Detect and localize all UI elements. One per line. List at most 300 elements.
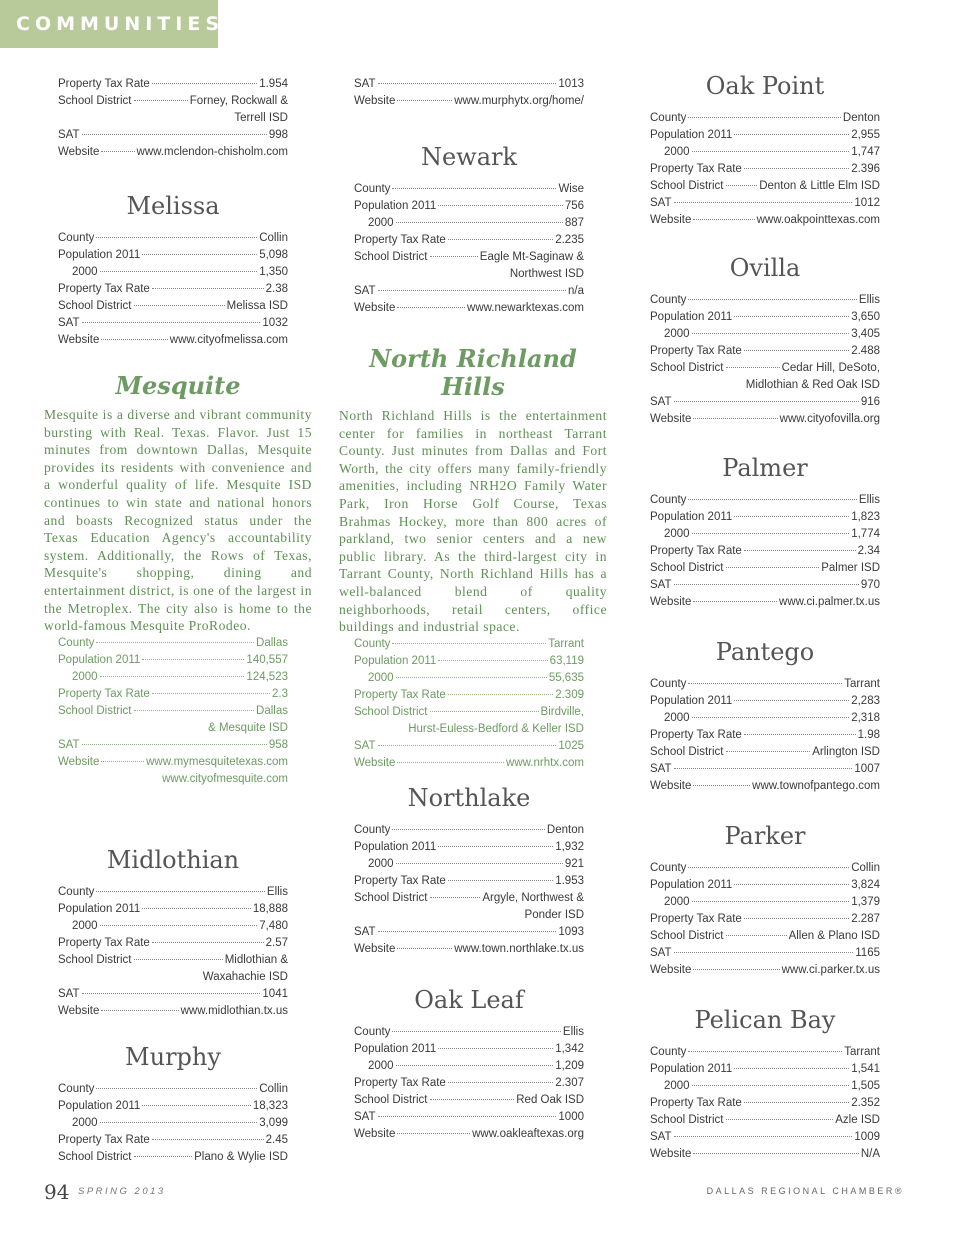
dot-leader <box>134 100 188 101</box>
stat-label: SAT <box>354 1111 376 1123</box>
city-title: North Richland Hills <box>369 344 577 401</box>
stat-label: Population 2011 <box>650 311 733 323</box>
city-title: Mesquite <box>115 371 241 400</box>
stat-label: School District <box>650 930 724 942</box>
stat-row <box>58 1081 288 1098</box>
dot-leader <box>378 745 557 746</box>
stats-list <box>354 636 584 772</box>
stat-row <box>650 928 880 945</box>
stat-row <box>58 247 288 264</box>
dot-leader <box>392 829 544 830</box>
dot-leader <box>82 993 261 994</box>
dot-leader <box>438 205 563 206</box>
dot-leader <box>392 188 556 189</box>
stat-row <box>354 636 584 653</box>
stat-row <box>58 127 288 144</box>
stats-list <box>58 230 288 349</box>
stat-label: 2000 <box>664 146 690 158</box>
dot-leader <box>378 931 557 932</box>
stat-label: Property Tax Rate <box>354 875 446 887</box>
dot-leader <box>734 700 849 701</box>
stat-label: Property Tax Rate <box>650 345 742 357</box>
stat-row <box>58 298 288 315</box>
city-oak-point <box>650 72 880 229</box>
stat-value: 1,823 <box>851 511 880 523</box>
stat-label: County <box>354 183 391 195</box>
stat-row <box>58 686 288 703</box>
stat-label: Property Tax Rate <box>354 1077 446 1089</box>
section-tab <box>0 0 225 48</box>
city-title: Melissa <box>126 192 220 220</box>
stat-row <box>354 1041 584 1058</box>
dot-leader <box>688 499 856 500</box>
stat-row <box>650 744 880 761</box>
dot-leader <box>378 290 566 291</box>
mclendon-stats <box>58 76 288 161</box>
stat-value: 1,209 <box>555 1060 584 1072</box>
stat-value: Tarrant <box>548 637 584 650</box>
stat-value: Ellis <box>562 1026 584 1038</box>
stat-label: Website <box>650 596 692 608</box>
dot-leader <box>693 969 779 970</box>
dot-leader <box>693 418 777 419</box>
stat-value: Birdville, <box>540 705 584 718</box>
dot-leader <box>96 237 257 238</box>
stat-label: Population 2011 <box>354 200 437 212</box>
dot-leader <box>674 401 859 402</box>
dot-leader <box>744 168 849 169</box>
stat-label: Property Tax Rate <box>58 937 150 949</box>
stat-label: Population 2011 <box>58 249 141 261</box>
stat-row <box>650 394 880 411</box>
stat-row <box>354 198 584 215</box>
stat-label: 2000 <box>664 1080 690 1092</box>
stat-value: Ellis <box>266 886 288 898</box>
stat-label: Population 2011 <box>58 903 141 915</box>
dot-leader <box>734 516 849 517</box>
stat-value: Cedar Hill, DeSoto, <box>781 362 880 374</box>
stat-value: Red Oak ISD <box>516 1094 584 1106</box>
city-pantego <box>650 638 880 795</box>
stat-label: Website <box>58 1005 100 1017</box>
dot-leader <box>438 846 553 847</box>
dot-leader <box>134 305 225 306</box>
stat-value: www.nrhtx.com <box>506 756 584 769</box>
dot-leader <box>726 935 787 936</box>
stat-value: 1165 <box>855 947 880 959</box>
stat-row <box>58 93 288 110</box>
stat-row <box>650 178 880 195</box>
stat-row <box>354 1092 584 1109</box>
stat-label: 2000 <box>72 920 98 932</box>
stat-label: Population 2011 <box>58 653 141 666</box>
dot-leader <box>396 677 547 678</box>
issue-season: SPRING 2013 <box>78 1186 166 1197</box>
city-title: Newark <box>420 143 518 171</box>
stat-value: 2.309 <box>555 688 584 701</box>
stat-row <box>650 693 880 710</box>
dot-leader <box>726 1119 834 1120</box>
stat-value: 3,824 <box>851 879 880 891</box>
stat-value: 1,342 <box>555 1043 584 1055</box>
dot-leader <box>101 339 167 340</box>
dot-leader <box>101 151 134 152</box>
stat-label: School District <box>58 954 132 966</box>
stat-value: 1.954 <box>259 78 288 90</box>
section-title: COMMUNITIES <box>16 13 225 35</box>
stat-row <box>650 509 880 526</box>
dot-leader <box>448 694 553 695</box>
dot-leader <box>142 908 251 909</box>
stat-label: SAT <box>354 926 376 938</box>
city-oak-leaf <box>354 986 584 1143</box>
page-number: 94 <box>44 1180 70 1204</box>
stat-label: Property Tax Rate <box>650 729 742 741</box>
stat-label: County <box>58 1083 95 1095</box>
stat-label: SAT <box>354 78 376 90</box>
city-title: Palmer <box>722 454 808 482</box>
dot-leader <box>96 1088 257 1089</box>
stat-row <box>354 653 584 670</box>
stat-value: www.ci.parker.tx.us <box>781 964 880 976</box>
stat-value: 970 <box>860 579 880 591</box>
dot-leader <box>448 880 553 881</box>
stat-label: County <box>650 862 687 874</box>
stat-label: School District <box>58 95 132 107</box>
stat-value: www.oakleaftexas.org <box>472 1128 584 1140</box>
stat-label: Website <box>354 1128 396 1140</box>
dot-leader <box>430 711 539 712</box>
stat-row <box>354 232 584 249</box>
stat-label: Website <box>650 413 692 425</box>
stat-row <box>650 411 880 428</box>
city-title: Pelican Bay <box>694 1006 836 1034</box>
stat-value: 1009 <box>854 1131 880 1143</box>
dot-leader <box>688 117 840 118</box>
stat-label: County <box>650 294 687 306</box>
stat-row <box>650 1078 880 1095</box>
stat-row <box>354 687 584 704</box>
stat-row <box>354 300 584 317</box>
stat-value-continued: Hurst-Euless-Bedford & Keller ISD <box>408 722 584 735</box>
stat-value: 63,119 <box>549 654 584 667</box>
dot-leader <box>100 271 258 272</box>
stat-label: Property Tax Rate <box>650 163 742 175</box>
dot-leader <box>726 367 780 368</box>
stats-list <box>650 676 880 795</box>
stat-value: www.cityofmelissa.com <box>169 334 288 346</box>
dot-leader <box>674 768 853 769</box>
dot-leader <box>692 151 850 152</box>
stat-value: 1.98 <box>857 729 880 741</box>
stat-label: Property Tax Rate <box>650 913 742 925</box>
stat-row <box>650 577 880 594</box>
city-title: Oak Leaf <box>414 986 524 1014</box>
stat-label: Population 2011 <box>354 654 437 667</box>
stat-value: N/A <box>860 1148 880 1160</box>
publisher-name: DALLAS REGIONAL CHAMBER® <box>706 1186 904 1196</box>
stat-label: SAT <box>58 988 80 1000</box>
stat-label: SAT <box>650 197 672 209</box>
stat-row <box>354 1075 584 1092</box>
stat-row <box>354 941 584 958</box>
stat-value-continued: www.cityofmesquite.com <box>162 772 288 785</box>
stat-value: 2.396 <box>851 163 880 175</box>
dot-leader <box>397 762 504 763</box>
stat-row <box>58 635 288 652</box>
stat-label: Property Tax Rate <box>58 283 150 295</box>
stat-row <box>650 560 880 577</box>
stat-row <box>650 144 880 161</box>
stat-label: County <box>650 678 687 690</box>
dot-leader <box>744 550 856 551</box>
stat-label: County <box>58 636 95 649</box>
city-midlothian <box>58 846 288 1020</box>
dot-leader <box>100 1122 258 1123</box>
stat-value: Tarrant <box>844 678 880 690</box>
stat-value: 1,350 <box>259 266 288 278</box>
stat-value: 1007 <box>854 763 880 775</box>
stat-value: Arlington ISD <box>812 746 880 758</box>
stat-value: www.midlothian.tx.us <box>180 1005 288 1017</box>
stat-label: Population 2011 <box>650 695 733 707</box>
stat-label: Population 2011 <box>650 511 733 523</box>
stats-list <box>354 822 584 958</box>
stat-value: Azle ISD <box>835 1114 880 1126</box>
stat-label: School District <box>650 1114 724 1126</box>
stat-value-continued: & Mesquite ISD <box>208 721 288 734</box>
stat-value: 2.57 <box>265 937 288 949</box>
stat-value: Denton & Little Elm ISD <box>759 180 880 192</box>
stat-row <box>58 76 288 93</box>
stat-label: School District <box>354 251 428 263</box>
dot-leader <box>744 1102 849 1103</box>
city-title: Midlothian <box>106 846 240 874</box>
stat-label: Website <box>650 214 692 226</box>
stat-value: 2.287 <box>851 913 880 925</box>
stat-row <box>354 1109 584 1126</box>
dot-leader <box>448 1082 553 1083</box>
dot-leader <box>392 1031 560 1032</box>
dot-leader <box>744 734 856 735</box>
dot-leader <box>152 942 264 943</box>
dot-leader <box>396 863 563 864</box>
stat-label: 2000 <box>368 858 394 870</box>
stat-row <box>650 1044 880 1061</box>
stat-value: 2,955 <box>851 129 880 141</box>
stat-value: 1000 <box>558 1111 584 1123</box>
stat-label: Property Tax Rate <box>650 545 742 557</box>
stat-label: Population 2011 <box>650 129 733 141</box>
stat-row <box>650 710 880 727</box>
stat-value: 18,323 <box>252 1100 288 1112</box>
stat-label: Population 2011 <box>354 1043 437 1055</box>
stat-row <box>354 249 584 266</box>
stat-value-continued: Waxahachie ISD <box>202 971 288 983</box>
stat-label: Website <box>650 780 692 792</box>
stat-row <box>58 952 288 969</box>
stat-row <box>650 1112 880 1129</box>
dot-leader <box>693 219 754 220</box>
stats-list <box>650 1044 880 1163</box>
city-title: Oak Point <box>705 72 825 100</box>
stat-label: County <box>354 637 391 650</box>
dot-leader <box>430 1099 515 1100</box>
stat-value: 1.953 <box>555 875 584 887</box>
stat-value: 1,541 <box>851 1063 880 1075</box>
dot-leader <box>693 785 750 786</box>
dot-leader <box>734 1068 849 1069</box>
stat-value: Melissa ISD <box>226 300 288 312</box>
stat-label: Property Tax Rate <box>58 78 150 90</box>
stat-value: 3,405 <box>851 328 880 340</box>
dot-leader <box>688 299 856 300</box>
stat-label: Website <box>58 755 100 768</box>
dot-leader <box>142 659 244 660</box>
dot-leader <box>378 1116 557 1117</box>
dot-leader <box>96 642 254 643</box>
dot-leader <box>152 693 270 694</box>
dot-leader <box>726 751 811 752</box>
dot-leader <box>82 744 267 745</box>
stat-label: SAT <box>650 396 672 408</box>
stat-value: 3,099 <box>259 1117 288 1129</box>
stat-value: n/a <box>568 285 584 297</box>
stat-row <box>650 594 880 611</box>
stat-row <box>650 195 880 212</box>
stat-row <box>354 215 584 232</box>
stats-list <box>650 110 880 229</box>
dot-leader <box>744 350 849 351</box>
stat-value: 1,379 <box>851 896 880 908</box>
dot-leader <box>82 134 267 135</box>
stat-label: Property Tax Rate <box>354 688 446 701</box>
stat-row <box>354 181 584 198</box>
dot-leader <box>101 761 144 762</box>
stat-value: Argyle, Northwest & <box>482 892 584 904</box>
city-title: Pantego <box>715 638 815 666</box>
stat-row <box>354 839 584 856</box>
stat-value: 124,523 <box>246 670 288 683</box>
stat-row <box>354 283 584 300</box>
stat-value: www.ci.palmer.tx.us <box>779 596 880 608</box>
stat-row <box>650 212 880 229</box>
stat-value: 2.235 <box>555 234 584 246</box>
dot-leader <box>152 288 264 289</box>
dot-leader <box>397 100 452 101</box>
stat-value: www.oakpointtexas.com <box>756 214 880 226</box>
city-newark <box>354 143 584 317</box>
stat-label: School District <box>58 704 132 717</box>
stat-row <box>650 526 880 543</box>
dot-leader <box>392 643 546 644</box>
stat-value: 2.3 <box>272 687 288 700</box>
stat-value: 3,650 <box>851 311 880 323</box>
stat-value: 1012 <box>854 197 880 209</box>
city-title: Ovilla <box>729 254 801 282</box>
stat-value: Midlothian & <box>224 954 288 966</box>
stats-list <box>354 181 584 317</box>
stat-value: Forney, Rockwall & <box>189 95 288 107</box>
city-melissa <box>58 192 288 349</box>
stat-value: 5,098 <box>259 249 288 261</box>
stat-row <box>58 1149 288 1166</box>
stat-value: 1,932 <box>555 841 584 853</box>
stat-row <box>650 161 880 178</box>
dot-leader <box>134 710 255 711</box>
stat-value: 1,774 <box>851 528 880 540</box>
stat-value: 1,505 <box>851 1080 880 1092</box>
stat-row <box>354 924 584 941</box>
dot-leader <box>674 584 859 585</box>
stat-label: County <box>354 1026 391 1038</box>
stat-value: 2.307 <box>555 1077 584 1089</box>
stat-label: Property Tax Rate <box>58 1134 150 1146</box>
stat-row <box>58 332 288 349</box>
dot-leader <box>430 897 481 898</box>
stat-label: School District <box>58 1151 132 1163</box>
dot-leader <box>674 1136 853 1137</box>
stat-label: SAT <box>650 947 672 959</box>
stat-value: www.mymesquitetexas.com <box>146 755 288 768</box>
stat-value: www.cityofovilla.org <box>779 413 880 425</box>
stat-value-continued: Terrell ISD <box>234 112 288 124</box>
murphy-stats-continued <box>354 76 584 110</box>
city-title: Parker <box>724 822 806 850</box>
dot-leader <box>688 867 849 868</box>
dot-leader <box>378 83 557 84</box>
stat-label: County <box>650 112 687 124</box>
stat-row <box>58 884 288 901</box>
stat-row <box>650 309 880 326</box>
stat-label: County <box>58 886 95 898</box>
dot-leader <box>396 1065 554 1066</box>
stat-label: SAT <box>354 285 376 297</box>
dot-leader <box>142 254 257 255</box>
stat-row <box>354 873 584 890</box>
dot-leader <box>692 901 850 902</box>
stat-label: Population 2011 <box>354 841 437 853</box>
stat-value: Denton <box>546 824 584 836</box>
city-parker <box>650 822 880 979</box>
dot-leader <box>688 1051 842 1052</box>
stat-row <box>650 727 880 744</box>
dot-leader <box>692 533 850 534</box>
stat-row <box>58 703 288 720</box>
dot-leader <box>674 202 853 203</box>
stat-value: 7,480 <box>259 920 288 932</box>
stat-label: SAT <box>354 739 376 752</box>
stat-row <box>650 1061 880 1078</box>
stat-value: 2,318 <box>851 712 880 724</box>
stat-label: 2000 <box>72 1117 98 1129</box>
dot-leader <box>396 222 563 223</box>
stat-row <box>58 264 288 281</box>
stat-row <box>58 1003 288 1020</box>
stat-label: County <box>650 494 687 506</box>
dot-leader <box>152 83 257 84</box>
stat-value: Collin <box>259 1083 288 1095</box>
stat-row <box>650 360 880 377</box>
stat-value: Ellis <box>858 494 880 506</box>
stat-label: Population 2011 <box>650 879 733 891</box>
stat-label: Population 2011 <box>650 1063 733 1075</box>
stat-value: Palmer ISD <box>821 562 880 574</box>
stat-label: Website <box>58 334 100 346</box>
stat-label: School District <box>650 362 724 374</box>
stats-list <box>354 1024 584 1143</box>
stat-row <box>58 144 288 161</box>
